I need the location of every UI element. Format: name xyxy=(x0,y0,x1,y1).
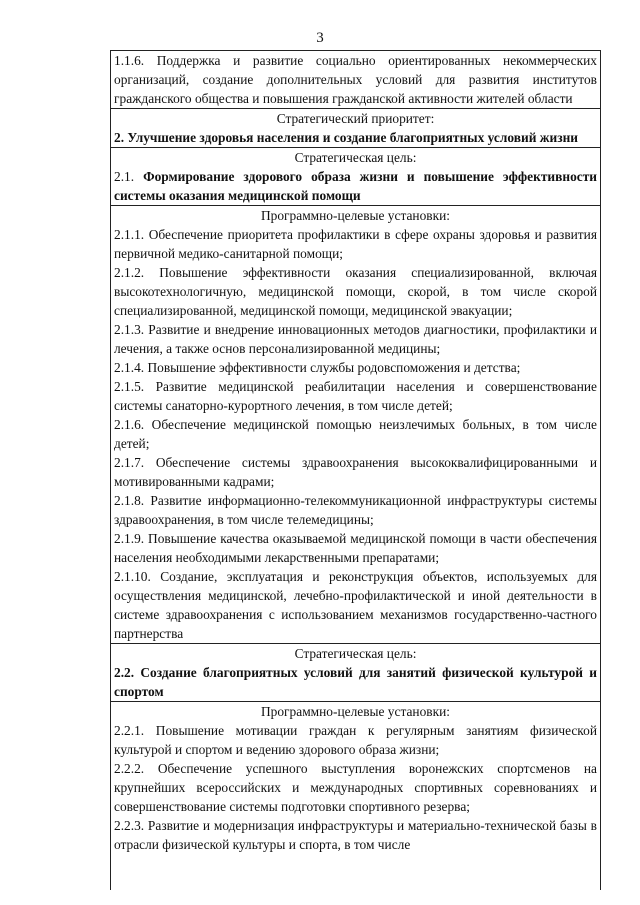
target-2-2-1: 2.2.1. Повышение мотивации граждан к регулярным занятиям физической культурой и спортом и ведению здорового образа жизни; xyxy=(114,723,597,757)
targets-2-1-label: Программно-целевые установки: xyxy=(261,208,450,223)
goal-2-1-title: Формирование здорового образа жизни и повышение эффективности системы оказания медицинской помощи xyxy=(114,169,597,203)
section-1-1-6-text: 1.1.6. Поддержка и развитие социально ориентированных некоммерческих организаций, создание дополнительных условий для развития институтов гражданского общества и повышения гражданской активности жителей области xyxy=(114,53,597,106)
page-number: 3 xyxy=(316,30,324,46)
target-2-1-9: 2.1.9. Повышение качества оказываемой медицинской помощи в части обеспечения населения необходимыми лекарственными препаратами; xyxy=(114,531,597,565)
goal-2-2-cell xyxy=(111,644,600,702)
goal-2-1-label: Стратегическая цель: xyxy=(294,150,417,165)
priority-2-label: Стратегический приоритет: xyxy=(276,111,435,126)
target-2-1-10: 2.1.10. Создание, эксплуатация и реконструкция объектов, используемых для осуществления медицинской, лечебно-профилактической и иной деятельности в системе здравоохранения с использованием механизмов государственно-частного партнерства xyxy=(114,569,597,641)
targets-2-2-label: Программно-целевые установки: xyxy=(261,704,450,719)
goal-2-1-heading xyxy=(114,167,597,205)
target-2-2-2: 2.2.2. Обеспечение успешного выступления воронежских спортсменов на крупнейших всероссийских и международных спортивных соревнованиях и совершенствование системы подготовки спортивного резерва; xyxy=(114,761,597,814)
priority-2-cell xyxy=(111,109,600,148)
targets-2-1-cell xyxy=(111,206,600,644)
goal-2-2-title: 2.2. Создание благоприятных условий для занятий физической культурой и спортом xyxy=(114,665,597,699)
target-2-1-2: 2.1.2. Повышение эффективности оказания специализированной, включая высокотехнологичную, медицинской помощи, скорой, в том числе скорой специализированной, медицинской помощи, медицинской эвакуации; xyxy=(114,265,597,318)
targets-2-2-cell xyxy=(111,702,600,854)
priority-2-title: 2. Улучшение здоровья населения и создание благоприятных условий жизни xyxy=(114,130,579,145)
goal-2-2-label: Стратегическая цель: xyxy=(294,646,417,661)
strategy-table xyxy=(110,50,601,890)
target-2-1-1: 2.1.1. Обеспечение приоритета профилактики в сфере охраны здоровья и развития первичной медико-санитарной помощи; xyxy=(114,227,597,261)
target-2-1-8: 2.1.8. Развитие информационно-телекоммуникационной инфраструктуры системы здравоохранения, в том числе телемедицины; xyxy=(114,493,597,527)
goal-2-1-prefix: 2.1. xyxy=(114,169,135,184)
section-1-1-6-cell xyxy=(111,51,600,109)
target-2-1-5: 2.1.5. Развитие медицинской реабилитации населения и совершенствование системы санаторно-курортного лечения, в том числе детей; xyxy=(114,379,597,413)
target-2-1-4: 2.1.4. Повышение эффективности службы родовспоможения и детства; xyxy=(114,360,521,375)
target-2-1-3: 2.1.3. Развитие и внедрение инновационных методов диагностики, профилактики и лечения, а также основ персонализированной медицины; xyxy=(114,322,597,356)
target-2-2-3: 2.2.3. Развитие и модернизация инфраструктуры и материально-технической базы в отрасли физической культуры и спорта, в том числе xyxy=(114,818,597,852)
target-2-1-7: 2.1.7. Обеспечение системы здравоохранения высококвалифицированными и мотивированными кадрами; xyxy=(114,455,597,489)
goal-2-1-cell xyxy=(111,148,600,206)
target-2-1-6: 2.1.6. Обеспечение медицинской помощью неизлечимых больных, в том числе детей; xyxy=(114,417,597,451)
